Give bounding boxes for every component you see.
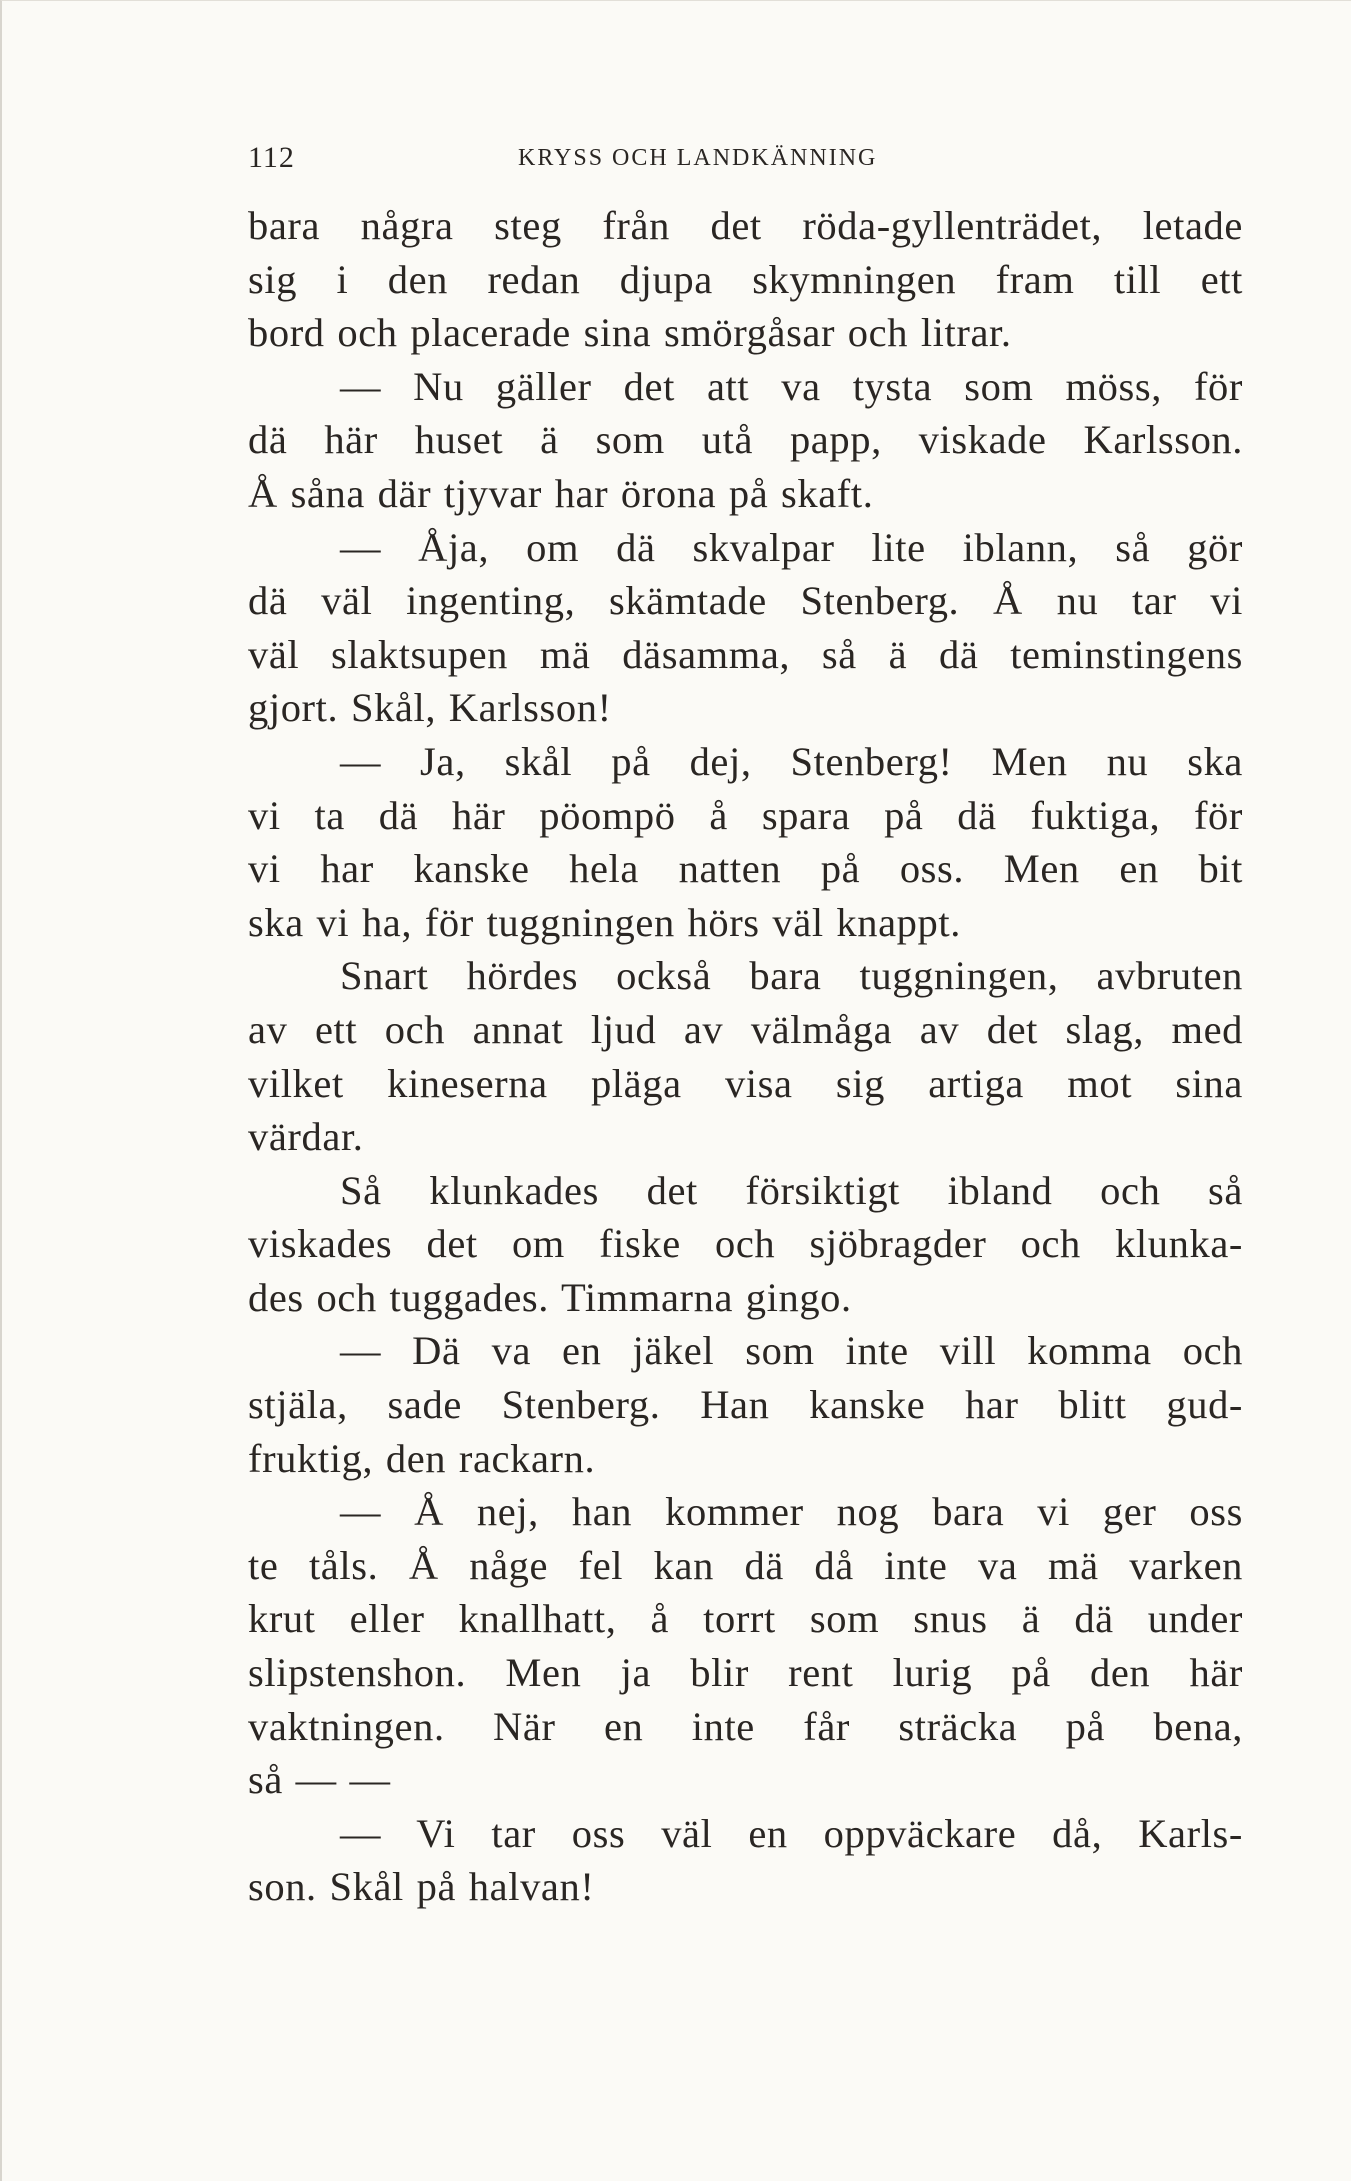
text-line: stjäla, sade Stenberg. Han kanske har blitt gud- <box>248 1382 1243 1428</box>
text-line: — Å nej, han kommer nog bara vi ger oss <box>340 1489 1243 1535</box>
body-text <box>248 199 1243 1914</box>
text-line: — Dä va en jäkel som inte vill komma och <box>340 1328 1243 1374</box>
text-line: så — — <box>248 1757 391 1803</box>
text-line: dä väl ingenting, skämtade Stenberg. Å nu tar vi <box>248 578 1243 624</box>
text-line: Så klunkades det försiktigt ibland och så <box>340 1167 1243 1213</box>
text-line: — Nu gäller det att va tysta som möss, för <box>340 363 1243 409</box>
text-line: vi har kanske hela natten på oss. Men en bit <box>248 846 1243 892</box>
text-line: värdar. <box>248 1114 364 1160</box>
text-line: fruktig, den rackarn. <box>248 1435 596 1481</box>
text-line: väl slaktsupen mä däsamma, så ä dä teminstingens <box>248 631 1243 677</box>
text-line: des och tuggades. Timmarna gingo. <box>248 1274 852 1320</box>
text-line: bara några steg från det röda-gyllenträdet, letade <box>248 203 1243 248</box>
running-title: KRYSS OCH LANDKÄNNING <box>518 145 878 171</box>
text-line: — Vi tar oss väl en oppväckare då, Karls- <box>340 1810 1243 1856</box>
text-line: bord och placerade sina smörgåsar och litrar. <box>248 310 1012 356</box>
text-line: slipstenshon. Men ja blir rent lurig på den här <box>248 1650 1243 1696</box>
text-line: son. Skål på halvan! <box>248 1864 595 1910</box>
page-number: 112 <box>248 141 295 174</box>
text-line: sig i den redan djupa skymningen fram till ett <box>248 256 1243 302</box>
text-line: vi ta dä här pöompö å spara på dä fuktiga, för <box>248 792 1243 838</box>
text-line: — Åja, om dä skvalpar lite iblann, så gör <box>340 524 1243 570</box>
text-line: te tåls. Å någe fel kan dä då inte va mä varken <box>248 1542 1243 1588</box>
text-line: av ett och annat ljud av välmåga av det slag, med <box>248 1006 1243 1052</box>
text-line: ska vi ha, för tuggningen hörs väl knappt. <box>248 899 961 945</box>
text-line: — Ja, skål på dej, Stenberg! Men nu ska <box>340 738 1243 784</box>
text-line: krut eller knallhatt, å torrt som snus ä dä under <box>248 1596 1243 1642</box>
text-line: gjort. Skål, Karlsson! <box>248 685 612 731</box>
text-line: vilket kineserna pläga visa sig artiga mot sina <box>248 1060 1243 1106</box>
text-line: viskades det om fiske och sjöbragder och klunka- <box>248 1221 1243 1267</box>
text-line: dä här huset ä som utå papp, viskade Karlsson. <box>248 417 1243 463</box>
text-line: Å såna där tjyvar har örona på skaft. <box>248 470 874 516</box>
running-head <box>248 141 1118 181</box>
text-line: vaktningen. När en inte får sträcka på bena, <box>248 1703 1243 1749</box>
text-line: Snart hördes också bara tuggningen, avbruten <box>340 953 1243 999</box>
